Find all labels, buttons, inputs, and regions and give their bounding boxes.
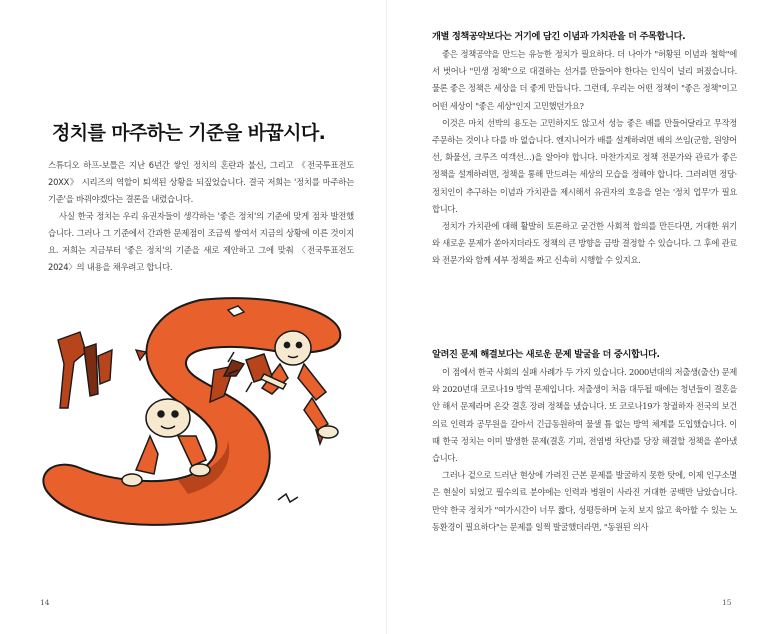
- page-gutter: [386, 0, 387, 634]
- swirl-crack: [278, 494, 298, 502]
- section-body: [432, 364, 737, 536]
- intro-text: [48, 157, 354, 276]
- section-values: [432, 28, 737, 270]
- body-paragraph: 그러나 겉으로 드러난 현상에 가려진 근본 문제를 발굴하지 못한 탓에, 이제 인구소멸은 현실이 되었고 필수의료 분야에는 인력과 병원이 사라진 거대한 공백만 남았습니다. 만약 한국 정치가 "여가시간이 너무 짧다, 성평등하며 눈치 보지 않고 육아할 수 있는 노동환경이 필요하다"는 문제를 일찍 발굴했더라면, "동원된 의사: [432, 470, 737, 532]
- section-heading: 알려진 문제 해결보다는 새로운 문제 발굴을 더 중시합니다.: [432, 349, 660, 360]
- section-body: [432, 46, 737, 270]
- intro-paragraph: 스튜디오 하프-보틀은 지난 6년간 쌓인 정치의 혼란과 불신, 그리고 《전국투표전도 20XX》 시리즈의 역할이 퇴색된 상황을 되짚었습니다. 결국 저희는 '정치를 마주하는 기준'을 바꿔야겠다는 결론을 내렸습니다.: [48, 160, 354, 204]
- body-paragraph: 이 점에서 한국 사회의 실패 사례가 두 가지 있습니다. 2000년대의 저출생(출산) 문제와 2020년대 코로나19 방역 문제입니다. 저출생이 처음 대두될 때에는 청년들이 결혼을 안 해서 문제라며 온갖 결혼 장려 정책을 냈습니다. 또 코로나19가 창궐하자 전국의 보건의료 인력과 공무원을 갈아서 긴급동원하여 물샐 틈 없는 방역 체계를 도입했습니다. 이 때 한국 정치는 이미 발생한 문제(결혼 기피, 전염병 차단)를 당장 해결할 정책을 쏟아냈습니다.: [432, 367, 737, 464]
- body-paragraph: 정치가 가치관에 대해 활발히 토론하고 굳건한 사회적 합의를 만든다면, 거대한 위기와 새로운 문제가 쏟아지더라도 정책의 큰 방향을 금방 결정할 수 있습니다. 그 후에 관료와 전문가와 함께 세부 정책을 짜고 신속히 시행할 수 있지요.: [432, 221, 737, 266]
- page-number-right: 15: [722, 598, 732, 607]
- illustration: [28, 290, 358, 545]
- page-title: 정치를 마주하는 기준을 바꿉시다.: [52, 122, 326, 144]
- body-paragraph: 이것은 마치 선박의 용도는 고민하지도 않고서 성능 좋은 배를 만들어달라고 무작정 주문하는 것이나 다를 바 없습니다. 엔지니어가 배를 설계하려면 배의 쓰임(군함, 원양어선, 화물선, 크루즈 여객선…)을 알아야 합니다. 마찬가지로 정책 전문가와 관료가 좋은 정책을 설계하려면, 정책을 통해 만드려는 세상의 모습을 정해야 합니다. 그러려면 정당·정치인이 추구하는 이념과 가치관을 제시해서 유권자의 호응을 얻는 '정치 업무'가 필요합니다.: [432, 117, 737, 214]
- body-paragraph: 좋은 정책공약을 만드는 유능한 정치가 필요하다. 더 나아가 "허황된 이념과 철학"에서 벗어나 "민생 정책"으로 대결하는 선거를 만들어야 한다는 인식이 널리 퍼졌습니다. 물론 좋은 정책은 세상을 더 좋게 만듭니다. 그런데, 우리는 어떤 정책이 "좋은 정책"이고 어떤 세상이 "좋은 세상"인지 고민했던가요?: [432, 49, 737, 111]
- page-number-left: 14: [40, 598, 50, 607]
- intro-paragraph: 사실 한국 정치는 우리 유권자들이 생각하는 '좋은 정치'의 기준에 맞게 점차 발전했습니다. 그러나 그 기준에서 간과한 문제점이 조금씩 쌓여서 지금의 상황에 이른 것이지요. 저희는 지금부터 '좋은 정치'의 기준을 새로 제안하고 그에 맞춰 〈전국투표전도 2024〉의 내용을 채우려고 합니다.: [48, 211, 354, 272]
- section-problems: [432, 346, 737, 536]
- section-heading: 개별 정책공약보다는 거기에 담긴 이념과 가치관을 더 주목합니다.: [432, 31, 686, 42]
